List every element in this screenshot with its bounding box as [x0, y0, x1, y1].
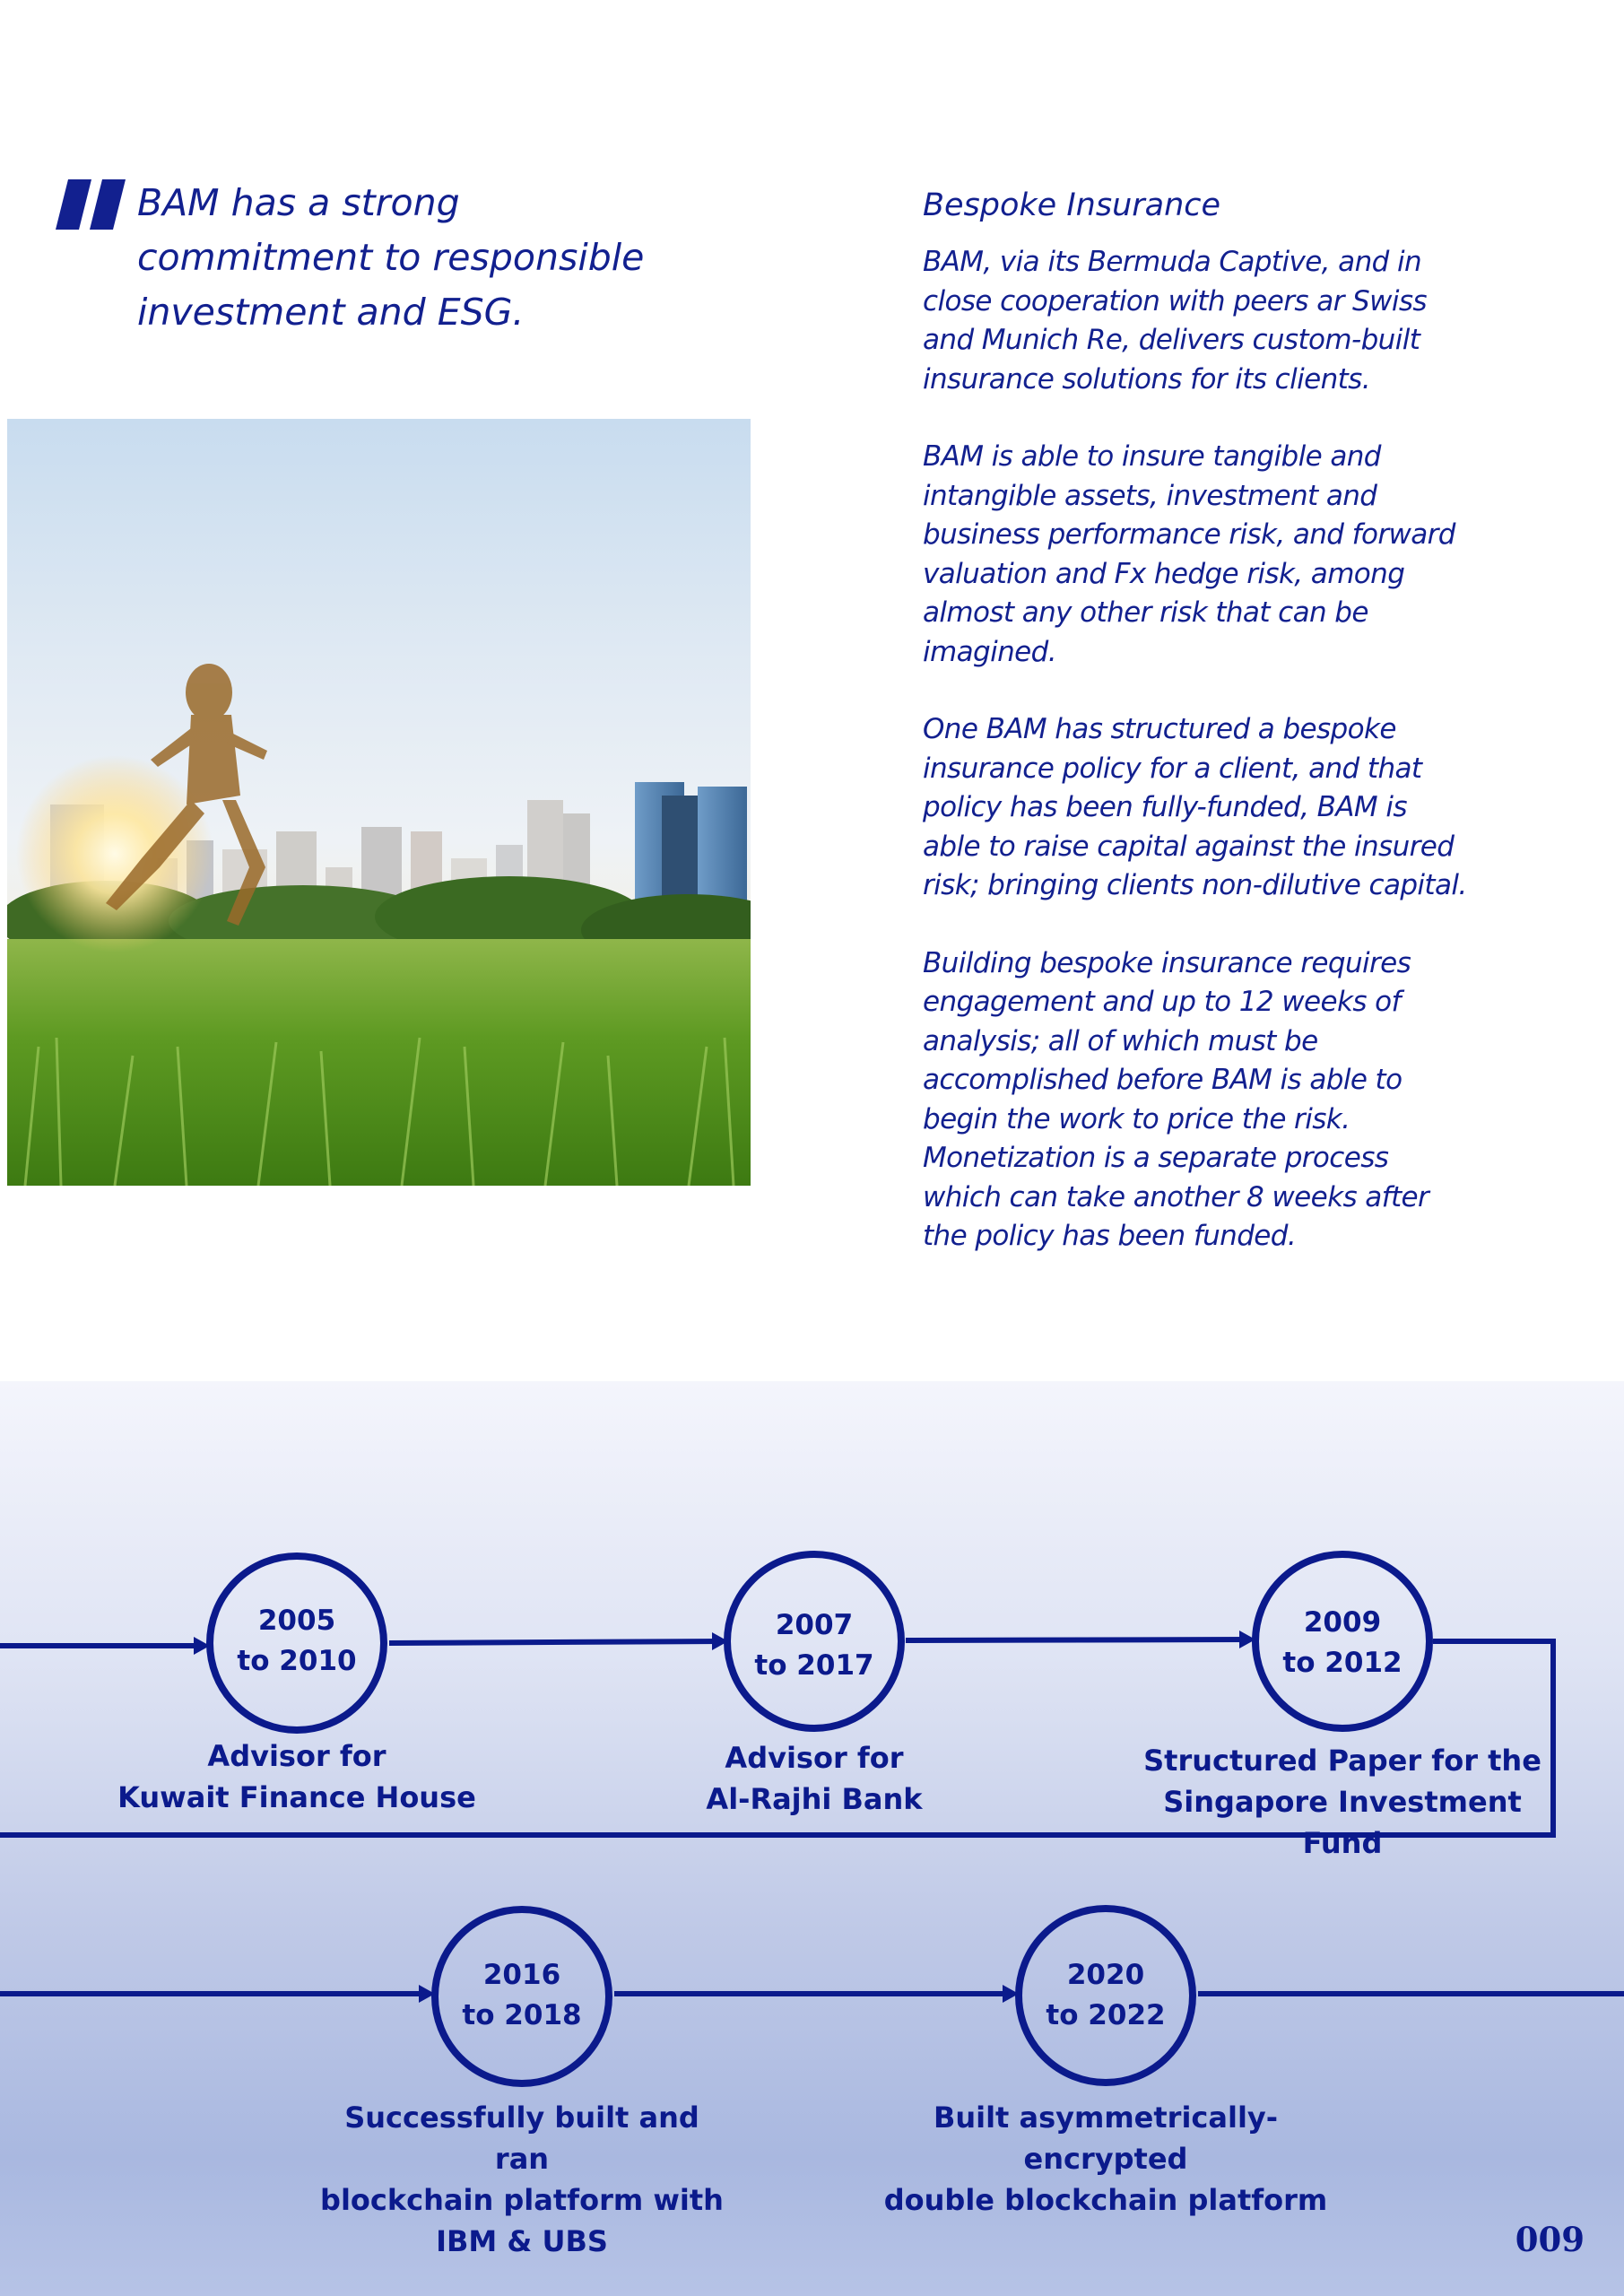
text-line: policy has been fully-funded, BAM is — [923, 791, 1407, 823]
label-line: Built asymmetrically-encrypted — [933, 2100, 1279, 2176]
connector-line — [906, 1639, 1250, 1640]
year-to: to 2010 — [237, 1645, 357, 1677]
label-line: Kuwait Finance House — [117, 1780, 476, 1814]
year-to: to 2017 — [754, 1649, 874, 1682]
connector-line — [389, 1641, 723, 1643]
text-line: valuation and Fx hedge risk, among — [923, 557, 1405, 590]
year-from: 2005 — [257, 1605, 336, 1637]
text-line: business performance risk, and forward — [923, 518, 1455, 551]
text-line: able to raise capital against the insured — [923, 830, 1455, 863]
text-line: begin the work to price the risk. — [923, 1102, 1350, 1135]
label-line: IBM & UBS — [436, 2224, 608, 2258]
year-from: 2020 — [1066, 1959, 1145, 1991]
milestone-year — [1016, 1955, 1195, 2036]
quote-line: BAM has a strong — [137, 181, 460, 224]
text-line: One BAM has structured a bespoke — [923, 713, 1396, 745]
quote-line: commitment to responsible — [137, 236, 645, 279]
year-to: to 2022 — [1046, 1999, 1166, 2031]
insurance-paragraph — [923, 944, 1577, 1257]
insurance-paragraph — [923, 243, 1577, 399]
hero-photo — [7, 419, 751, 1186]
milestone-year — [432, 1955, 612, 2036]
text-line: risk; bringing clients non-dilutive capital. — [923, 869, 1467, 901]
text-line: imagined. — [923, 635, 1056, 668]
milestone-label — [316, 2097, 728, 2262]
quote-mark-icon — [56, 179, 127, 230]
text-line: almost any other risk that can be — [923, 596, 1368, 629]
label-line: Structured Paper for the — [1143, 1744, 1541, 1778]
milestone-label — [608, 1737, 1020, 1820]
text-line: engagement and up to 12 weeks of — [923, 986, 1401, 1018]
text-line: BAM, via its Bermuda Captive, and in — [923, 246, 1422, 278]
label-line: Singapore Investment Fund — [1163, 1785, 1522, 1860]
text-line: insurance solutions for its clients. — [923, 362, 1370, 396]
page-number: 009 — [1515, 2220, 1585, 2259]
insurance-heading: Bespoke Insurance — [923, 187, 1221, 223]
label-line: Advisor for — [207, 1739, 386, 1773]
text-line: Monetization is a separate process — [923, 1142, 1389, 1174]
pull-quote — [137, 176, 693, 340]
quote-line: investment and ESG. — [137, 291, 525, 334]
label-line: double blockchain platform — [883, 2183, 1328, 2217]
insurance-paragraph — [923, 710, 1577, 906]
text-line: accomplished before BAM is able to — [923, 1064, 1403, 1096]
year-from: 2016 — [482, 1959, 561, 1991]
insurance-paragraph — [923, 438, 1577, 672]
text-line: which can take another 8 weeks after — [923, 1180, 1429, 1213]
text-line: close cooperation with peers ar Swiss — [923, 284, 1427, 317]
milestone-year — [1253, 1603, 1432, 1683]
label-line: Successfully built and ran — [344, 2100, 699, 2176]
milestone-year — [725, 1605, 904, 1686]
year-from: 2009 — [1303, 1606, 1382, 1639]
insurance-section — [923, 184, 1577, 1295]
text-line: the policy has been funded. — [923, 1220, 1297, 1252]
milestone-label — [91, 1735, 503, 1818]
year-from: 2007 — [775, 1609, 854, 1641]
text-line: and Munich Re, delivers custom-built — [923, 324, 1420, 356]
milestone-year — [207, 1601, 386, 1682]
label-line: Advisor for — [725, 1741, 904, 1775]
text-line: insurance policy for a client, and that — [923, 752, 1422, 785]
milestone-label — [1136, 1740, 1549, 1864]
text-line: analysis; all of which must be — [923, 1024, 1318, 1057]
year-to: to 2018 — [462, 1999, 582, 2031]
year-to: to 2012 — [1282, 1647, 1403, 1679]
photo-illustration — [7, 419, 751, 1186]
text-line: BAM is able to insure tangible and — [923, 440, 1381, 473]
label-line: Al-Rajhi Bank — [706, 1782, 923, 1816]
text-line: Building bespoke insurance requires — [923, 946, 1411, 979]
label-line: blockchain platform with — [320, 2183, 724, 2217]
milestone-label — [859, 2097, 1352, 2221]
text-line: intangible assets, investment and — [923, 479, 1377, 512]
